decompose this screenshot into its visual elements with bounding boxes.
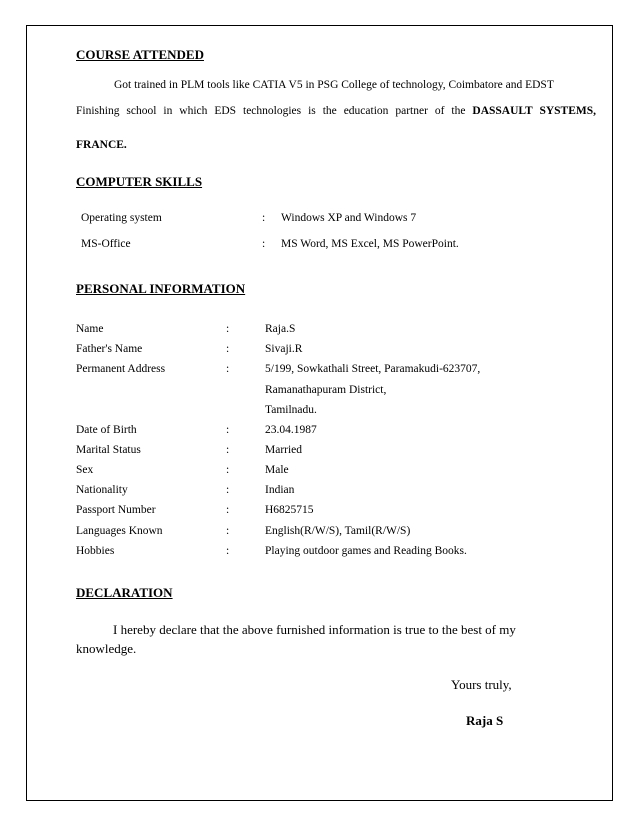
computer-row-value: Windows XP and Windows 7 bbox=[281, 212, 417, 224]
course-line-2-bold: DASSAULT SYSTEMS, bbox=[472, 105, 597, 117]
personal-value: 5/199, Sowkathali Street, Paramakudi-623707, bbox=[265, 363, 481, 375]
computer-row-sep: : bbox=[262, 212, 266, 224]
computer-row-label: Operating system bbox=[81, 212, 162, 224]
course-line-1: Got trained in PLM tools like CATIA V5 in PSG College of technology, Coimbatore and EDST bbox=[114, 79, 554, 91]
personal-label: Sex bbox=[76, 464, 94, 476]
personal-sep: : bbox=[226, 323, 230, 335]
course-line-3: FRANCE. bbox=[76, 139, 127, 151]
personal-label: Nationality bbox=[76, 484, 128, 496]
personal-label: Name bbox=[76, 323, 104, 335]
closing-text: Yours truly, bbox=[451, 677, 512, 692]
personal-label: Marital Status bbox=[76, 444, 141, 456]
personal-sep: : bbox=[226, 545, 230, 557]
personal-value: Indian bbox=[265, 484, 295, 496]
personal-value: Playing outdoor games and Reading Books. bbox=[265, 545, 467, 557]
declaration-line-1: I hereby declare that the above furnished information is true to the best of my bbox=[113, 622, 516, 637]
personal-sep: : bbox=[226, 363, 230, 375]
computer-heading: COMPUTER SKILLS bbox=[76, 174, 203, 189]
personal-value: 23.04.1987 bbox=[265, 424, 317, 436]
personal-value: Raja.S bbox=[265, 323, 296, 335]
personal-label: Hobbies bbox=[76, 545, 115, 557]
computer-row-sep: : bbox=[262, 238, 266, 250]
personal-value: English(R/W/S), Tamil(R/W/S) bbox=[265, 525, 411, 537]
personal-label: Languages Known bbox=[76, 525, 163, 537]
personal-value: Sivaji.R bbox=[265, 343, 303, 355]
personal-heading: PERSONAL INFORMATION bbox=[76, 281, 246, 296]
computer-row-label: MS-Office bbox=[81, 238, 131, 250]
course-line-2-text: Finishing school in which EDS technologies is the education partner of the bbox=[76, 105, 466, 117]
computer-row-value: MS Word, MS Excel, MS PowerPoint. bbox=[281, 238, 459, 250]
personal-sep: : bbox=[226, 484, 230, 496]
personal-value-continued: Tamilnadu. bbox=[265, 404, 317, 416]
personal-label: Permanent Address bbox=[76, 363, 166, 375]
course-heading: COURSE ATTENDED bbox=[76, 47, 204, 62]
personal-label: Passport Number bbox=[76, 504, 156, 516]
personal-sep: : bbox=[226, 464, 230, 476]
personal-value-continued: Ramanathapuram District, bbox=[265, 384, 387, 396]
personal-value: H6825715 bbox=[265, 504, 314, 516]
personal-value: Male bbox=[265, 464, 289, 476]
personal-sep: : bbox=[226, 444, 230, 456]
personal-sep: : bbox=[226, 424, 230, 436]
personal-sep: : bbox=[226, 343, 230, 355]
personal-label: Father's Name bbox=[76, 343, 143, 355]
personal-sep: : bbox=[226, 504, 230, 516]
declaration-line-2: knowledge. bbox=[76, 641, 137, 656]
course-line-2 bbox=[76, 105, 596, 117]
personal-label: Date of Birth bbox=[76, 424, 137, 436]
personal-sep: : bbox=[226, 525, 230, 537]
personal-value: Married bbox=[265, 444, 303, 456]
declaration-heading: DECLARATION bbox=[76, 585, 173, 600]
signature-name: Raja S bbox=[466, 713, 504, 728]
